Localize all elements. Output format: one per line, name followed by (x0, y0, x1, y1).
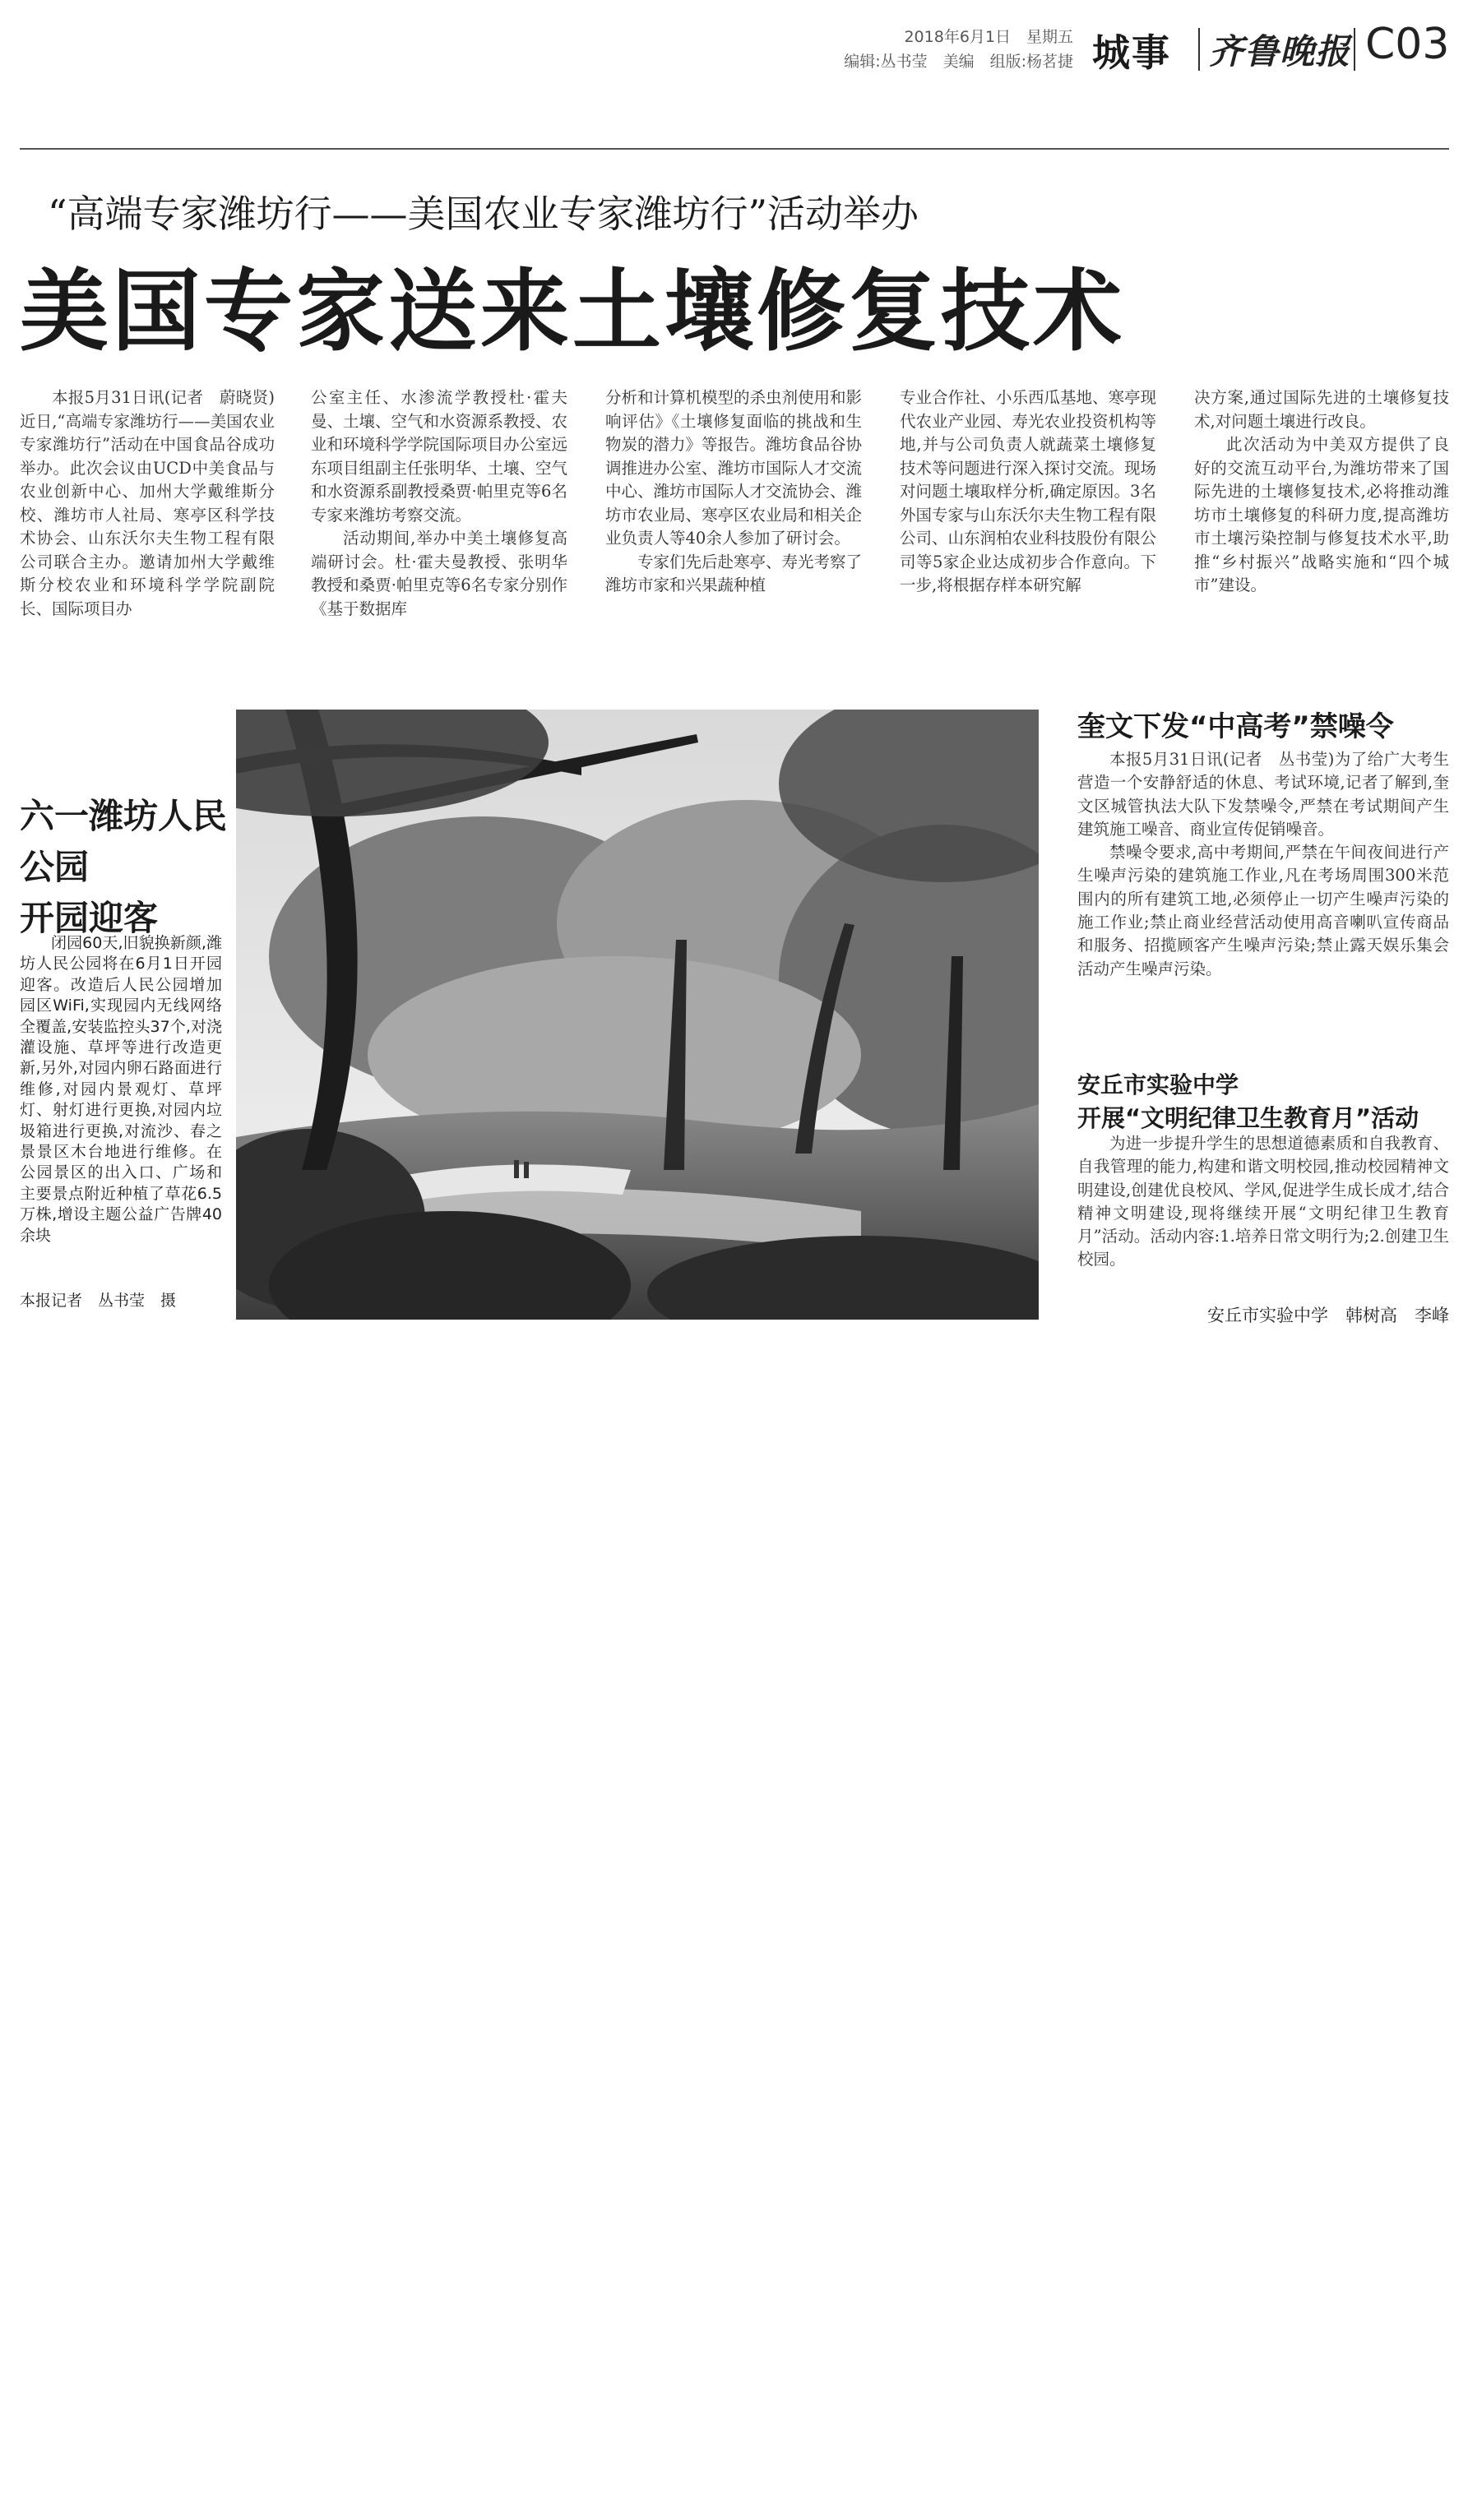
article-paragraph: 此次活动为中美双方提供了良好的交流互动平台,为潍坊带来了国际先进的土壤修复技术,必将推动潍坊市土壤修复的科研力度,提高潍坊市土壤污染控制与修复技术水平,助推“乡村振兴”战略实施和“四个城市”建设。 (1194, 435, 1449, 594)
issue-date: 2018年6月1日 星期五 (904, 28, 1073, 46)
brief-headline: 奎文下发“中高考”禁噪令 (1077, 710, 1394, 743)
brief-paragraph: 为进一步提升学生的思想道德素质和自我教育、自我管理的能力,构建和谐文明校园,推动校园精神文明建设,创建优良校风、学风,促进学生成长成才,结合精神文明建设,现将继续开展“文明纪律卫生教育月”活动。活动内容:1.培养日常文明行为;2.创建卫生校园。 (1077, 1134, 1449, 1269)
article-headline: 美国专家送来土壤修复技术 (20, 261, 1126, 363)
newspaper-logo: 齐鲁晚报 (1209, 31, 1351, 72)
article-column (1194, 386, 1449, 598)
park-photo (236, 710, 1039, 1320)
section-title: 城事 (1092, 30, 1171, 75)
brief-body (1077, 1132, 1449, 1272)
article-paragraph: 活动期间,举办中美土壤修复高端研讨会。杜·霍夫曼教授、张明华教授和桑贾·帕里克等6名专家分别作《基于数据库 (311, 529, 567, 618)
brief-paragraph: 本报5月31日讯(记者 丛书莹)为了给广大考生营造一个安静舒适的休息、考试环境,记者了解到,奎文区城管执法大队下发禁噪令,严禁在考试期间产生建筑施工噪音、商业宣传促销噪音。 (1077, 750, 1449, 839)
photo-story-title-line: 开园迎客 (20, 898, 159, 938)
brief-credit: 安丘市实验中学 韩树高 李峰 (1207, 1306, 1449, 1325)
photo-story-title-line: 六一潍坊人民公园 (20, 796, 228, 887)
article-column (20, 386, 275, 621)
article-paragraph: 本报5月31日讯(记者 蔚晓贤)近日,“高端专家潍坊行——美国农业专家潍坊行”活动在中国食品谷成功举办。此次会议由UCD中美食品与农业创新中心、加州大学戴维斯分校、潍坊市人社局、寒亭区科学技术协会、山东沃尔夫生物工程有限公司联合主办。邀请加州大学戴维斯分校农业和环境科学学院副院长、国际项目办 (20, 388, 275, 618)
article-paragraph: 专业合作社、小乐西瓜基地、寒亭现代农业产业园、寿光农业投资机构等地,并与公司负责人就蔬菜土壤修复技术等问题进行深入探讨交流。现场对问题土壤取样分析,确定原因。3名外国专家与山东沃尔夫生物工程有限公司、山东润柏农业科技股份有限公司等5家企业达成初步合作意向。下一步,将根据存样本研究解 (900, 388, 1157, 594)
article-paragraph: 分析和计算机模型的杀虫剂使用和影响评估》《土壤修复面临的挑战和生物炭的潜力》等报告。潍坊食品谷协调推进办公室、潍坊市国际人才交流中心、潍坊市国际人才交流协会、潍坊市农业局、寒亭区农业局和相关企业负责人等40余人参加了研讨会。 (605, 388, 863, 548)
header-divider (1198, 28, 1200, 71)
editor-credits: 编辑:丛书莹 美编 组版:杨茗捷 (844, 53, 1073, 71)
article-column (900, 386, 1156, 598)
article-kicker: “高端专家潍坊行——美国农业专家潍坊行”活动举办 (48, 192, 919, 236)
photo-story-title (20, 791, 234, 944)
photo-credit: 本报记者 丛书莹 摄 (20, 1292, 177, 1310)
header-divider (1354, 28, 1355, 71)
photo-story-paragraph: 闭园60天,旧貌换新颜,潍坊人民公园将在6月1日开园迎客。改造后人民公园增加园区WiFi,实现园内无线网络全覆盖,安装监控头37个,对浇灌设施、草坪等进行改造更新,另外,对园内卵石路面进行维修,对园内景观灯、草坪灯、射灯进行更换,对园内垃圾箱进行更换,对流沙、春之景景区木台地进行维修。在公园景区的出入口、广场和主要景点附近种植了草花6.5万株,增设主题公益广告牌40余块 (20, 934, 222, 1245)
article-column (605, 386, 862, 598)
article-paragraph: 决方案,通过国际先进的土壤修复技术,对问题土壤进行改良。 (1194, 388, 1449, 431)
brief-headline: 开展“文明纪律卫生教育月”活动 (1077, 1104, 1419, 1132)
brief-body (1077, 748, 1449, 981)
page-number: C03 (1365, 20, 1450, 69)
photo-story-body (20, 933, 222, 1246)
header-rule (20, 148, 1449, 150)
article-paragraph: 公室主任、水渗流学教授杜·霍夫曼、土壤、空气和水资源系教授、农业和环境科学学院国际项目办公室远东项目组副主任张明华、土壤、空气和水资源系副教授桑贾·帕里克等6名专家来潍坊考察交流。 (311, 388, 568, 525)
article-column (311, 386, 567, 621)
brief-paragraph: 禁噪令要求,高中考期间,严禁在午间夜间进行产生噪声污染的建筑施工作业,凡在考场周围300米范围内的所有建筑工地,必须停止一切产生噪声污染的施工作业;禁止商业经营活动使用高音喇叭宣传商品和服务、招揽顾客产生噪声污染;禁止露天娱乐集会活动产生噪声污染。 (1077, 843, 1449, 978)
article-paragraph: 专家们先后赴寒亭、寿光考察了潍坊市家和兴果蔬种植 (605, 552, 863, 594)
brief-subheadline: 安丘市实验中学 (1077, 1071, 1239, 1098)
